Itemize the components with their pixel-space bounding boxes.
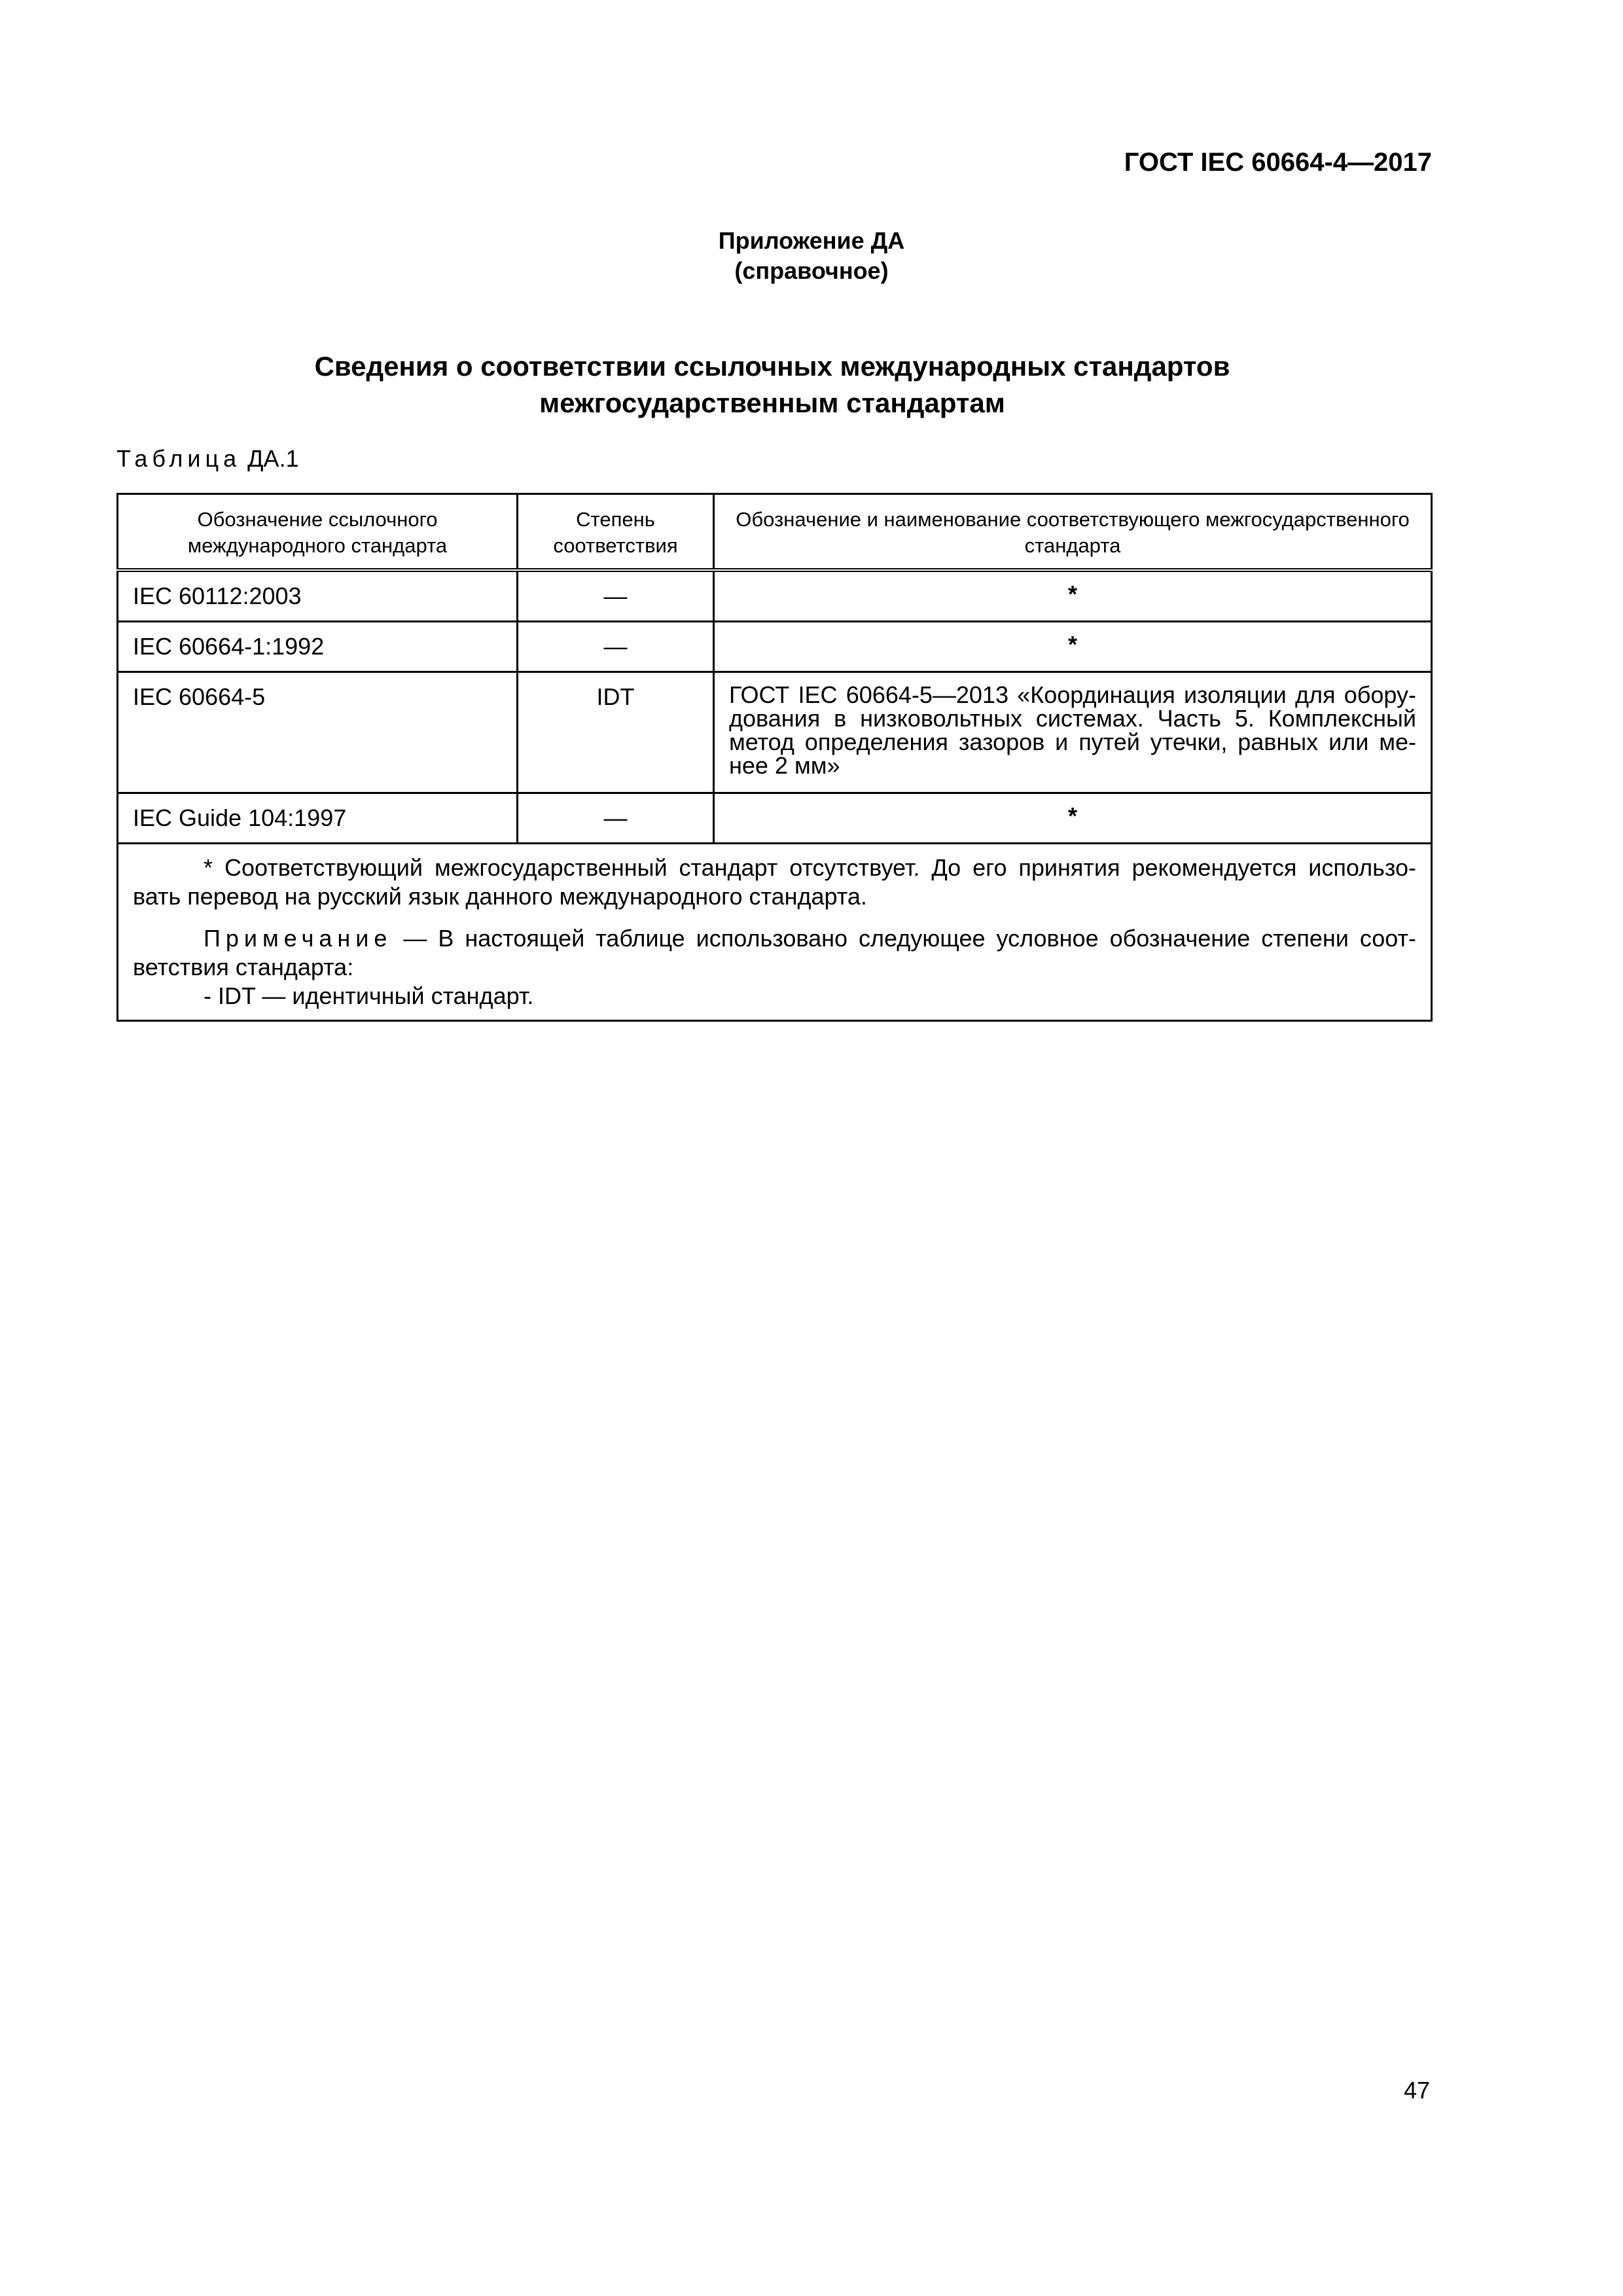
cell-degree: — bbox=[518, 793, 714, 844]
section-title bbox=[0, 348, 1544, 422]
note-text: — В настоящей таблице использовано следующее условное обозначение степени соот-ветствия стандарта: bbox=[133, 925, 1416, 980]
table-row bbox=[118, 793, 1432, 844]
section-title-line1: Сведения о соответствии ссылочных международных стандартов bbox=[314, 351, 1230, 382]
table-row bbox=[118, 570, 1432, 622]
appendix-title: Приложение ДА bbox=[718, 227, 905, 254]
table-label-number: ДА.1 bbox=[247, 445, 299, 472]
cell-ref: IEC Guide 104:1997 bbox=[118, 793, 518, 844]
cell-degree: — bbox=[518, 570, 714, 622]
note bbox=[133, 924, 1416, 982]
table-row bbox=[118, 672, 1432, 793]
table-label-word: Таблица bbox=[116, 445, 241, 472]
cell-degree: IDT bbox=[518, 672, 714, 793]
table-footer-row bbox=[118, 844, 1432, 1021]
cell-gost: * bbox=[714, 622, 1432, 672]
section-title-line2: межгосударственным стандартам bbox=[539, 387, 1005, 418]
cell-degree: — bbox=[518, 622, 714, 672]
cell-gost: * bbox=[714, 793, 1432, 844]
cell-ref: IEC 60664-5 bbox=[118, 672, 518, 793]
table-footer bbox=[118, 844, 1432, 1021]
table-row bbox=[118, 622, 1432, 672]
appendix-type: (справочное) bbox=[734, 257, 889, 284]
table-label bbox=[116, 445, 299, 473]
cell-gost: * bbox=[714, 570, 1432, 622]
table-header-row bbox=[118, 494, 1432, 571]
standards-table bbox=[116, 493, 1433, 1022]
footnote: * Соответствующий межгосударственный стандарт отсутствует. До его принятия рекомендуется использо-вать перевод на русский язык данного международного стандарта. bbox=[133, 854, 1416, 910]
document-code: ГОСТ IEC 60664-4—2017 bbox=[1124, 148, 1432, 177]
page-number: 47 bbox=[1403, 2077, 1430, 2104]
column-header-degree: Степень соответствия bbox=[518, 494, 714, 571]
appendix-heading bbox=[0, 226, 1623, 286]
column-header-ref: Обозначение ссылочного международного стандарта bbox=[118, 494, 518, 571]
note-label: Примечание bbox=[204, 925, 393, 952]
cell-ref: IEC 60112:2003 bbox=[118, 570, 518, 622]
cell-ref: IEC 60664-1:1992 bbox=[118, 622, 518, 672]
column-header-gost: Обозначение и наименование соответствующего межгосударственного стандарта bbox=[714, 494, 1432, 571]
note-item: - IDT — идентичный стандарт. bbox=[204, 982, 534, 1009]
cell-gost: ГОСТ IEC 60664-5—2013 «Координация изоляции для обору-дования в низковольтных системах. Часть 5. Комплексный метод определения зазоров и путей утечки, равных или ме-нее 2 мм» bbox=[714, 672, 1432, 793]
